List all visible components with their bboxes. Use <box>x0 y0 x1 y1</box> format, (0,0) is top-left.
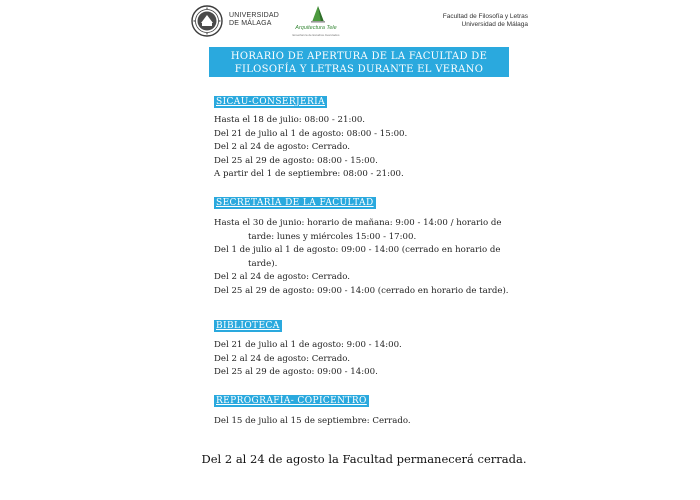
schedule-line: Del 21 de julio al 1 de agosto: 9:00 - 14:00. <box>214 340 402 350</box>
partner-logo-icon <box>308 4 328 24</box>
closure-notice: Del 2 al 24 de agosto la Facultad permanecerá cerrada. <box>201 452 527 466</box>
schedule-line: Del 2 al 24 de agosto: Cerrado. <box>214 142 350 153</box>
schedule-line: Del 1 de julio al 1 de agosto: 09:00 - 14:00 (cerrado en horario de <box>214 245 501 256</box>
page-title <box>209 47 509 77</box>
page-title-line2: FILOSOFÍA Y LETRAS DURANTE EL VERANO <box>234 64 484 75</box>
section-heading-reprografia <box>214 395 369 407</box>
schedule-line: Del 2 al 24 de agosto: Cerrado. <box>214 272 350 283</box>
partner-subtitle: Enseñanza de Estudios Avanzados <box>292 33 340 37</box>
faculty-name-line1: Facultad de Filosofía y Letras <box>442 13 528 20</box>
schedule-line: Del 21 de julio al 1 de agosto: 08:00 - 15:00. <box>214 128 408 139</box>
schedule-line: Hasta el 30 de junio: horario de mañana: 9:00 - 14:00 / horario de <box>214 218 502 228</box>
university-seal-icon <box>191 5 223 37</box>
schedule-line-continuation: tarde: lunes y miércoles 15:00 - 17:00. <box>248 231 417 242</box>
schedule-line-continuation: tarde). <box>248 258 278 269</box>
section-reprografia-lines <box>214 415 524 429</box>
section-secretaria-lines <box>214 217 524 299</box>
university-name-line1: UNIVERSIDAD <box>229 12 280 19</box>
section-heading-secretaria <box>214 197 376 209</box>
section-heading-biblioteca-text: BIBLIOTECA <box>216 321 280 331</box>
section-sicau-lines <box>214 114 524 182</box>
page-title-line1: HORARIO DE APERTURA DE LA FACULTAD DE <box>230 51 488 62</box>
schedule-line: Del 25 al 29 de agosto: 08:00 - 15:00. <box>214 155 378 166</box>
page-header <box>0 0 700 40</box>
schedule-line: Del 25 al 29 de agosto: 09:00 - 14:00. <box>214 367 378 378</box>
university-name <box>229 12 279 28</box>
section-heading-sicau <box>214 96 327 108</box>
schedule-line: A partir del 1 de septiembre: 08:00 - 21:00. <box>214 169 404 180</box>
schedule-line: Del 2 al 24 de agosto: Cerrado. <box>214 353 350 364</box>
schedule-line: Hasta el 18 de julio: 08:00 - 21:00. <box>214 115 366 125</box>
section-heading-secretaria-text: SECRETARÍA DE LA FACULTAD <box>216 198 374 208</box>
section-heading-biblioteca <box>214 320 282 332</box>
faculty-name-line2: Universidad de Málaga <box>461 21 528 28</box>
schedule-line: Del 15 de julio al 15 de septiembre: Cerrado. <box>214 416 411 426</box>
section-heading-reprografia-text: REPROGRAFÍA- COPICENTRO <box>216 396 367 406</box>
schedule-line: Del 25 al 29 de agosto: 09:00 - 14:00 (cerrado en horario de tarde). <box>214 285 509 296</box>
university-name-line2: DE MÁLAGA <box>229 20 272 27</box>
partner-name: Arquitectura Tele <box>295 25 337 31</box>
section-heading-sicau-text: SICAU-CONSERJERÍA <box>216 97 326 107</box>
section-biblioteca-lines <box>214 339 524 380</box>
partner-logo <box>286 4 346 40</box>
faculty-name <box>443 13 528 29</box>
